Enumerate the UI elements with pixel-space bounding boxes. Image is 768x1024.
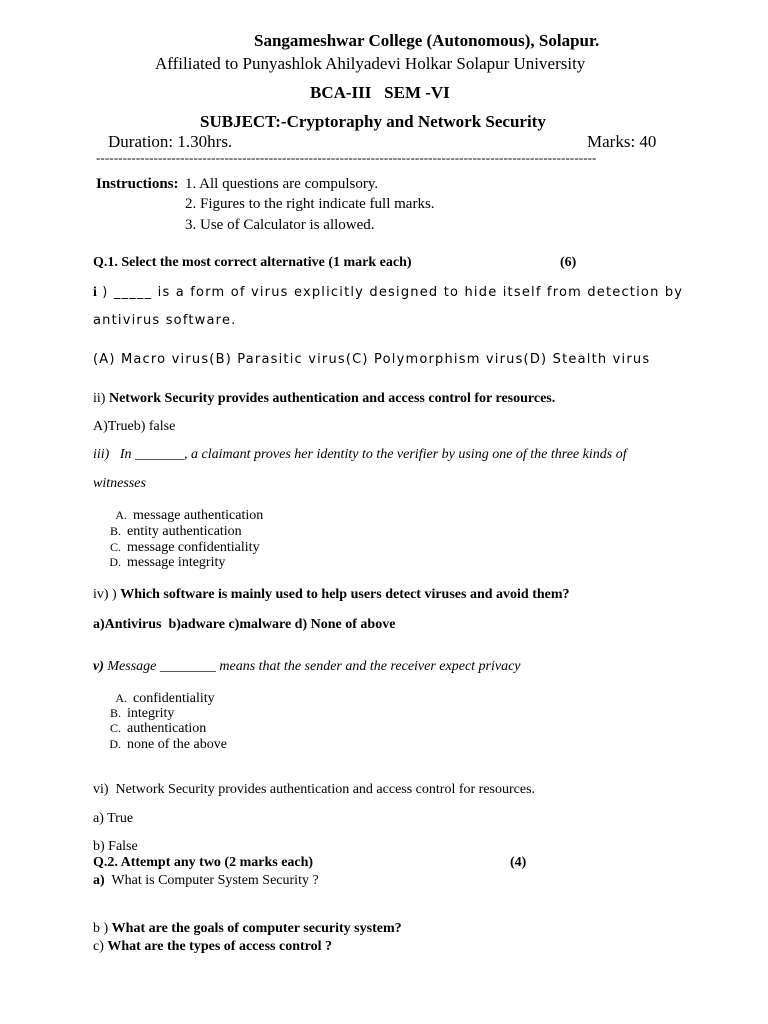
- q2-title: Q.2. Attempt any two (2 marks each): [93, 855, 314, 870]
- q1-iii-option-b: B. entity authentication: [109, 524, 242, 539]
- q2-c-text: What are the types of access control ?: [107, 939, 332, 954]
- q2-c: [93, 939, 332, 955]
- q2-b: [93, 921, 402, 937]
- class-semester: BCA-III SEM -VI: [310, 83, 450, 102]
- instructions-label: Instructions:: [96, 176, 179, 192]
- q1-v-option-a: A. confidentiality: [115, 691, 215, 706]
- q1-iii-line1: iii) In _______, a claimant proves her identity to the verifier by using one of the three kinds of: [93, 447, 627, 462]
- q2-a-text: What is Computer System Security ?: [111, 873, 319, 888]
- q1-iv-number: iv) ): [93, 587, 117, 602]
- college-name: Sangameshwar College (Autonomous), Solapur.: [254, 31, 600, 50]
- q1-v-number: v): [93, 659, 104, 674]
- q2-a: [93, 873, 319, 889]
- q1-iv-text: Which software is mainly used to help users detect viruses and avoid them?: [120, 587, 570, 602]
- q1-v-option-d: D. none of the above: [109, 737, 227, 752]
- q1-v-option-b: B. integrity: [109, 706, 175, 721]
- q1-ii-text: Network Security provides authentication and access control for resources.: [108, 391, 556, 406]
- q2-b-text: What are the goals of computer security system?: [111, 921, 402, 936]
- divider-line: -----------------------------------------------------------------------------------------------------------------: [96, 150, 597, 165]
- q1-iv: [93, 587, 570, 603]
- q1-i-line1: [93, 284, 683, 301]
- q1-iii-option-a: A. message authentication: [115, 508, 264, 523]
- q1-v-text: Message ________ means that the sender and the receiver expect privacy: [107, 659, 521, 674]
- q1-iv-options: a)Antivirus b)adware c)malware d) None of above: [93, 617, 396, 632]
- affiliation: Affiliated to Punyashlok Ahilyadevi Holkar Solapur University: [155, 54, 586, 73]
- q1-i-text: ) _____ is a form of virus explicitly designed to hide itself from detection by: [96, 285, 684, 300]
- q1-vi-option-a: a) True: [93, 811, 134, 826]
- q1-title: Q.1. Select the most correct alternative (1 mark each): [93, 255, 412, 270]
- q1-marks: (6): [560, 255, 577, 270]
- q1-i-options: (A) Macro virus(B) Parasitic virus(C) Polymorphism virus(D) Stealth virus: [93, 352, 651, 367]
- total-marks: Marks: 40: [587, 132, 657, 151]
- q1-ii: [93, 391, 555, 407]
- q1-i-number: i: [93, 285, 97, 300]
- q1-vi-option-b: b) False: [93, 839, 138, 854]
- instruction-item: 2. Figures to the right indicate full marks.: [185, 196, 435, 212]
- q1-v-option-c: C. authentication: [109, 721, 207, 736]
- q1-v: [93, 659, 521, 675]
- q1-ii-options: A)Trueb) false: [93, 419, 176, 434]
- q2-c-label: c): [93, 939, 104, 954]
- q1-iii-option-c: C. message confidentiality: [109, 540, 260, 555]
- duration: Duration: 1.30hrs.: [108, 132, 233, 151]
- instruction-item: 3. Use of Calculator is allowed.: [185, 217, 375, 233]
- q1-iii-option-d: D. message integrity: [109, 555, 226, 570]
- q2-a-label: a): [93, 873, 105, 888]
- q1-ii-number: ii): [93, 391, 106, 406]
- q2-b-label: b ): [93, 921, 109, 936]
- q1-vi-text: vi) Network Security provides authentication and access control for resources.: [93, 782, 536, 797]
- q1-i-line2: antivirus software.: [93, 313, 237, 328]
- subject: SUBJECT:-Cryptoraphy and Network Security: [200, 112, 546, 131]
- instruction-item: 1. All questions are compulsory.: [185, 176, 379, 192]
- q2-marks: (4): [510, 855, 527, 870]
- q1-iii-line2: witnesses: [93, 476, 146, 491]
